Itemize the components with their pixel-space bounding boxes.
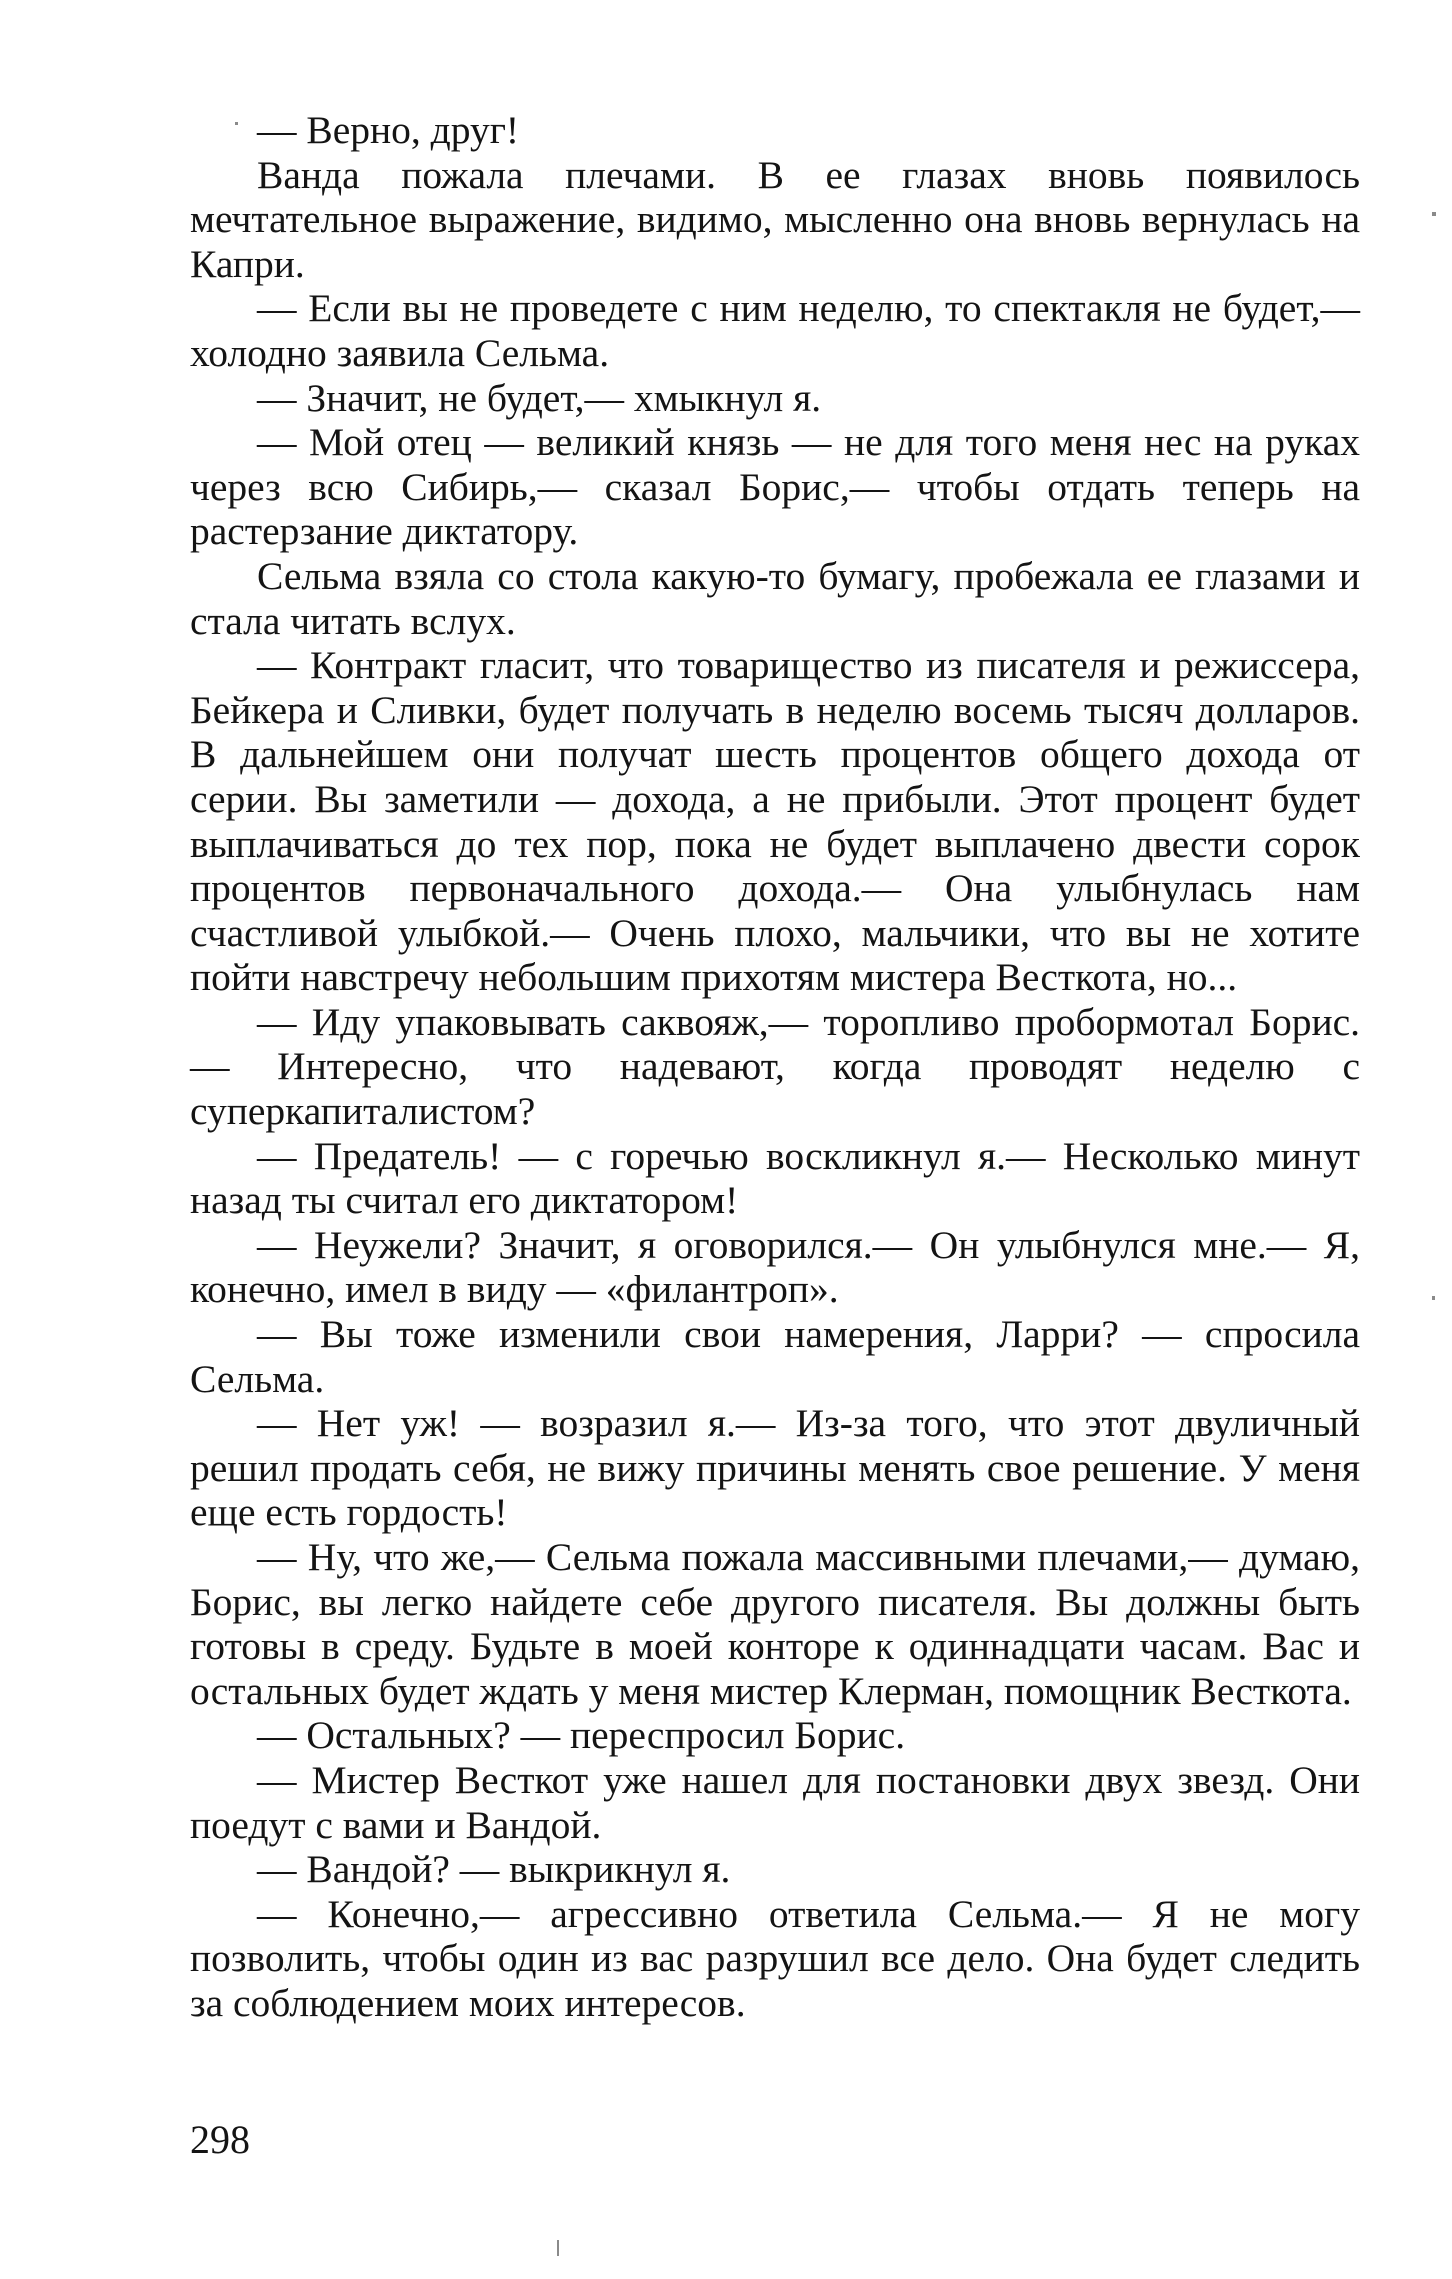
paragraph: — Верно, друг! [257,108,520,152]
page-number: 298 [190,2117,250,2162]
paragraph: — Мой отец — великий князь — не для того меня нес на руках через всю Сибирь,— сказал Борис,— чтобы отдать теперь на растерзание диктатору. [190,420,1360,554]
paragraph: — Остальных? — переспросил Борис. [257,1713,906,1758]
paragraph: — Если вы не проведете с ним неделю, то спектакля не будет,— холодно заявила Сельма. [190,286,1360,375]
paragraph: — Вы тоже изменили свои намерения, Ларри? — спросила Сельма. [190,1312,1360,1401]
paragraph: — Конечно,— агрессивно ответила Сельма.— Я не могу позволить, чтобы один из вас разрушил все дело. Она будет следить за соблюдением моих интересов. [190,1891,1360,2025]
paragraph: — Вандой? — выкрикнул я. [257,1847,731,1892]
paragraph: — Ну, что же,— Сельма пожала массивными плечами,— думаю, Борис, вы легко найдете себе другого писателя. Вы должны быть готовы в среду. Будьте в моей конторе к одиннадцати часам. Вас и остальных будет ждать у меня мистер Клерман, помощник Весткота. [190,1535,1360,1713]
body-text [190,108,1360,2026]
paragraph: Ванда пожала плечами. В ее глазах вновь появилось мечтательное выражение, видимо, мысленно она вновь вернулась на Капри. [190,152,1360,286]
paragraph: Сельма взяла со стола какую-то бумагу, пробежала ее глазами и стала читать вслух. [190,553,1360,643]
paragraph: — Предатель! — с горечью воскликнул я.— Несколько минут назад ты считал его диктатором! [190,1133,1360,1223]
paragraph: — Значит, не будет,— хмыкнул я. [257,375,822,420]
paragraph: — Мистер Весткот уже нашел для постановки двух звезд. Они поедут с вами и Вандой. [190,1757,1360,1847]
scan-speck [235,122,238,125]
paragraph: — Неужели? Значит, я оговорился.— Он улыбнулся мне.— Я, конечно, имел в виду — «филантроп». [190,1222,1360,1312]
scan-speck [1432,212,1436,216]
scan-speck [557,2240,559,2256]
paragraph: — Контракт гласит, что товарищество из писателя и режиссера, Бейкера и Сливки, будет получать в неделю восемь тысяч долларов. В дальнейшем они получат шесть процентов общего дохода от серии. Вы заметили — дохода, а не прибыли. Этот процент будет выплачиваться до тех пор, пока не будет выплачено двести сорок процентов первоначального дохода.— Она улыбнулась нам счастливой улыбкой.— Очень плохо, мальчики, что вы не хотите пойти навстречу небольшим прихотям мистера Весткота, но... [190,643,1360,1000]
paragraph: — Нет уж! — возразил я.— Из-за того, что этот двуличный решил продать себя, не вижу причины менять свое решение. У меня еще есть гордость! [190,1401,1360,1535]
paragraph: — Иду упаковывать саквояж,— торопливо пробормотал Борис.— Интересно, что надевают, когда проводят неделю с суперкапиталистом? [190,999,1360,1134]
scan-speck [1432,1296,1435,1300]
